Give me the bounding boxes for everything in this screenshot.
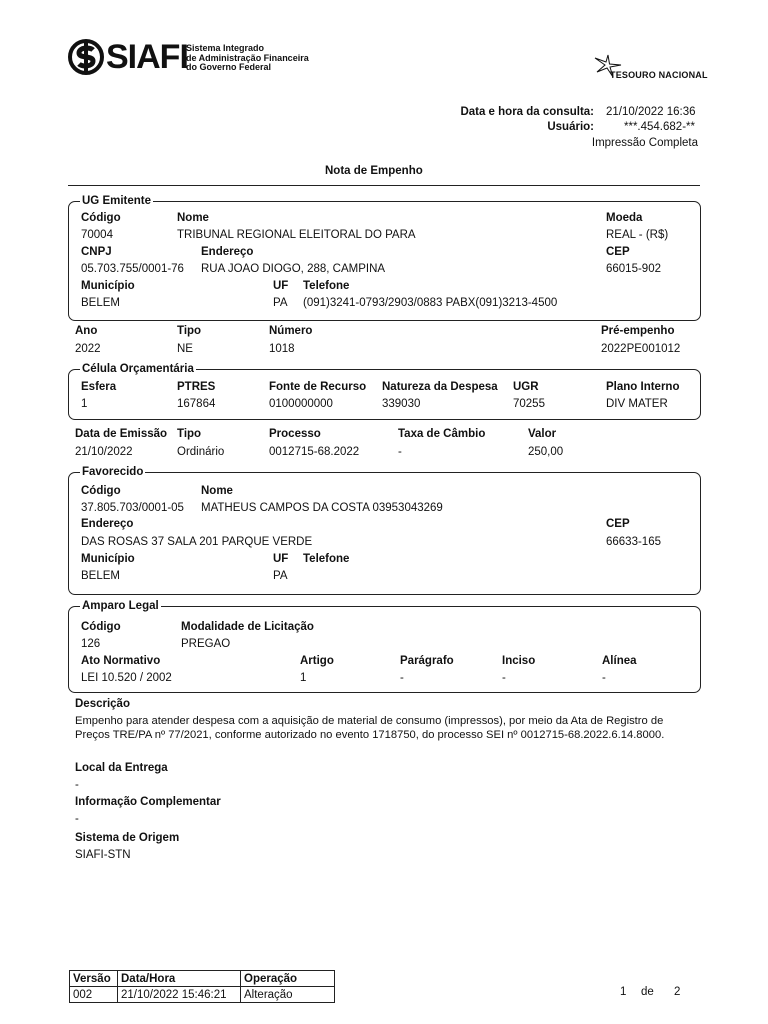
inciso-label: Inciso	[502, 655, 536, 667]
data-emissao-label: Data de Emissão	[75, 428, 168, 440]
page-total: 2	[674, 986, 681, 998]
celula-box	[68, 369, 701, 420]
paragrafo-value: -	[400, 672, 404, 684]
amparo-title: Amparo Legal	[82, 600, 159, 612]
ugr-label: UGR	[513, 381, 539, 393]
versao-table	[69, 970, 335, 1003]
numero-label: Número	[269, 325, 313, 337]
fav-cep-label: CEP	[606, 518, 630, 530]
ato-label: Ato Normativo	[81, 655, 161, 667]
siafi-wordmark: SIAFI	[106, 38, 188, 76]
celula-title: Célula Orçamentária	[82, 363, 194, 375]
favorecido-box	[68, 472, 701, 595]
local-entrega-value: -	[75, 779, 79, 791]
fav-municipio-label: Município	[81, 553, 135, 565]
inciso-value: -	[502, 672, 506, 684]
impressao-text: Impressão Completa	[591, 137, 698, 149]
tesouro-text: TESOURO NACIONAL	[610, 70, 708, 80]
data-emissao-value: 21/10/2022	[75, 446, 133, 458]
descricao-line-1: Empenho para atender despesa com a aquisição de material de consumo (impressos), por meio da Ata de Registro de	[75, 715, 664, 727]
info-complementar-value: -	[75, 813, 79, 825]
ug-cnpj: 05.703.755/0001-76	[81, 263, 184, 275]
ug-cep-label: CEP	[606, 246, 630, 258]
versao-cell: 002	[73, 988, 93, 1001]
artigo-label: Artigo	[300, 655, 334, 667]
ug-nome: TRIBUNAL REGIONAL ELEITORAL DO PARA	[177, 229, 416, 241]
valor-value: 250,00	[528, 446, 564, 458]
ug-moeda-label: Moeda	[606, 212, 643, 224]
local-entrega-label: Local da Entrega	[75, 762, 168, 774]
ug-cnpj-label: CNPJ	[81, 246, 112, 258]
descricao-line-2: Preços TRE/PA nº 77/2021, conforme autorizado no evento 1718750, do processo SEI nº 0012715-68.2022.6.14.8000.	[75, 729, 665, 741]
fonte-value: 0100000000	[269, 398, 333, 410]
ug-uf-label: UF	[273, 280, 289, 292]
page-current: 1	[620, 986, 627, 998]
fonte-label: Fonte de Recurso	[269, 381, 367, 393]
tipo-value: NE	[177, 343, 193, 355]
ug-telefone: (091)3241-0793/2903/0883 PABX(091)3213-4500	[303, 297, 558, 309]
pre-empenho-label: Pré-empenho	[601, 325, 675, 337]
plano-value: DIV MATER	[606, 398, 668, 410]
datahora-header: Data/Hora	[118, 971, 241, 987]
processo-label: Processo	[269, 428, 321, 440]
plano-label: Plano Interno	[606, 381, 680, 393]
datahora-cell: 21/10/2022 15:46:21	[118, 987, 241, 1003]
fav-cep: 66633-165	[606, 536, 661, 548]
taxa-label: Taxa de Câmbio	[398, 428, 486, 440]
taxa-value: -	[398, 446, 402, 458]
fav-uf: PA	[273, 570, 288, 582]
table-row	[70, 987, 335, 1003]
emissao-tipo-value: Ordinário	[177, 446, 225, 458]
ug-nome-label: Nome	[177, 212, 209, 224]
ano-value: 2022	[75, 343, 101, 355]
ug-telefone-label: Telefone	[303, 280, 350, 292]
valor-label: Valor	[528, 428, 557, 440]
natureza-label: Natureza da Despesa	[382, 381, 498, 393]
descricao-label: Descrição	[75, 698, 130, 710]
fav-uf-label: UF	[273, 553, 289, 565]
artigo-value: 1	[300, 672, 307, 684]
fav-nome: MATHEUS CAMPOS DA COSTA 03953043269	[201, 502, 443, 514]
alinea-value: -	[602, 672, 606, 684]
esfera-label: Esfera	[81, 381, 117, 393]
ug-cep: 66015-902	[606, 263, 661, 275]
versao-header-row	[70, 971, 335, 987]
versao-header: Versão	[70, 971, 118, 987]
fav-endereco: DAS ROSAS 37 SALA 201 PARQUE VERDE	[81, 536, 313, 548]
consulta-label: Data e hora da consulta:	[460, 106, 594, 118]
ptres-label: PTRES	[177, 381, 216, 393]
operacao-cell: Alteração	[241, 987, 335, 1003]
ano-label: Ano	[75, 325, 98, 337]
tipo-label: Tipo	[177, 325, 202, 337]
amparo-codigo-label: Código	[81, 621, 121, 633]
ug-moeda: REAL - (R$)	[606, 229, 669, 241]
fav-codigo: 37.805.703/0001-05	[81, 502, 184, 514]
fav-endereco-label: Endereço	[81, 518, 134, 530]
pre-empenho-value: 2022PE001012	[601, 343, 681, 355]
usuario-label: Usuário:	[547, 121, 594, 133]
siafi-subtitle: Sistema Integrado de Administração Financeira do Governo Federal	[186, 43, 309, 72]
title-divider	[68, 185, 700, 186]
alinea-label: Alínea	[602, 655, 637, 667]
sistema-origem-value: SIAFI-STN	[75, 849, 131, 861]
page-de: de	[641, 986, 654, 998]
ato-value: LEI 10.520 / 2002	[81, 672, 172, 684]
ugr-value: 70255	[513, 398, 545, 410]
ug-uf: PA	[273, 297, 288, 309]
ug-endereco: RUA JOAO DIOGO, 288, CAMPINA	[201, 263, 386, 275]
modalidade-value: PREGAO	[181, 638, 231, 650]
emissao-tipo-label: Tipo	[177, 428, 202, 440]
page-title: Nota de Empenho	[325, 165, 423, 177]
consulta-value: 21/10/2022 16:36	[606, 106, 696, 118]
sistema-origem-label: Sistema de Origem	[75, 832, 180, 844]
ug-codigo: 70004	[81, 229, 113, 241]
favorecido-title: Favorecido	[82, 466, 144, 478]
modalidade-label: Modalidade de Licitação	[181, 621, 314, 633]
ug-municipio: BELEM	[81, 297, 120, 309]
fav-telefone-label: Telefone	[303, 553, 350, 565]
paragrafo-label: Parágrafo	[400, 655, 454, 667]
operacao-header: Operação	[241, 971, 335, 987]
fav-codigo-label: Código	[81, 485, 121, 497]
ug-codigo-label: Código	[81, 212, 121, 224]
ptres-value: 167864	[177, 398, 216, 410]
numero-value: 1018	[269, 343, 295, 355]
processo-value: 0012715-68.2022	[269, 446, 360, 458]
esfera-value: 1	[81, 398, 88, 410]
siafi-symbol-icon	[68, 39, 104, 75]
info-complementar-label: Informação Complementar	[75, 796, 221, 808]
amparo-codigo: 126	[81, 638, 101, 650]
usuario-value: ***.454.682-**	[624, 121, 695, 133]
fav-municipio: BELEM	[81, 570, 120, 582]
ug-endereco-label: Endereço	[201, 246, 254, 258]
fav-nome-label: Nome	[201, 485, 233, 497]
ug-municipio-label: Município	[81, 280, 135, 292]
ug-emitente-title: UG Emitente	[82, 195, 152, 207]
natureza-value: 339030	[382, 398, 421, 410]
